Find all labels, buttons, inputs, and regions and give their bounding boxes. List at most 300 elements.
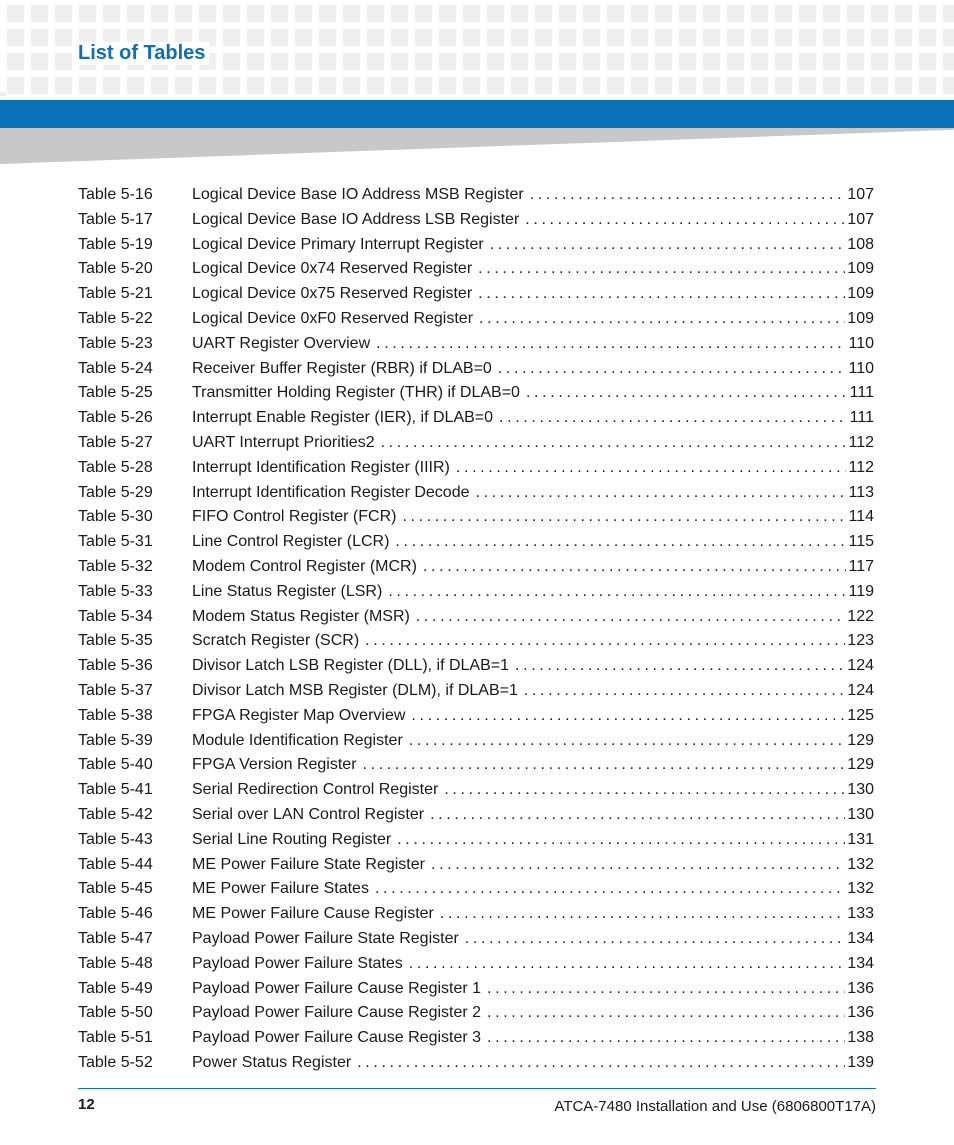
grid-block (823, 77, 840, 94)
dot-leader (478, 257, 845, 282)
grid-block (487, 29, 504, 46)
toc-entry-page[interactable]: 130 (847, 781, 874, 799)
toc-entry-page[interactable]: 111 (849, 409, 874, 427)
grid-block (583, 5, 600, 22)
grid-block (103, 5, 120, 22)
toc-entry-page[interactable]: 134 (847, 954, 874, 972)
grid-block (343, 77, 360, 94)
grid-block (607, 77, 624, 94)
toc-entry[interactable] (78, 332, 874, 357)
toc-entry-number: Table 5-45 (78, 880, 153, 898)
toc-entry-title[interactable]: Payload Power Failure Cause Register 1 (192, 979, 482, 997)
grid-block (439, 29, 456, 46)
toc-entry[interactable] (78, 753, 874, 778)
grid-block (343, 5, 360, 22)
toc-entry-number: Table 5-47 (78, 929, 153, 947)
toc-entry-number: Table 5-52 (78, 1053, 153, 1071)
grid-block (559, 53, 576, 70)
grid-block (199, 77, 216, 94)
grid-block (391, 53, 408, 70)
dot-leader (409, 729, 846, 754)
toc-entry-number: Table 5-16 (78, 186, 153, 203)
grid-block (175, 77, 192, 94)
toc-entry-number: Table 5-44 (78, 855, 153, 873)
toc-entry-page[interactable]: 122 (847, 607, 874, 625)
toc-entry-title[interactable]: FPGA Register Map Overview (192, 706, 406, 724)
toc-entry[interactable] (78, 1026, 874, 1051)
toc-entry-title[interactable]: Interrupt Enable Register (IER), if DLAB=0 (192, 409, 494, 427)
toc-entry-title[interactable]: Scratch Register (SCR) (192, 632, 360, 650)
toc-entry-number: Table 5-39 (78, 731, 153, 749)
grid-block (31, 77, 48, 94)
toc-entry-number: Table 5-46 (78, 905, 153, 923)
grid-block (895, 53, 912, 70)
grid-block (919, 5, 936, 22)
toc-entry[interactable] (78, 481, 874, 506)
toc-entry[interactable] (78, 828, 874, 853)
toc-entry-title[interactable]: Serial over LAN Control Register (192, 805, 425, 823)
grid-block (79, 77, 96, 94)
toc-entry-number: Table 5-28 (78, 458, 153, 476)
grid-block (415, 53, 432, 70)
grid-block (679, 5, 696, 22)
footer-divider (78, 1088, 876, 1089)
grid-block (871, 77, 888, 94)
dot-leader (423, 555, 847, 580)
grid-block (103, 77, 120, 94)
grid-block (583, 77, 600, 94)
toc-entry[interactable] (78, 853, 874, 878)
toc-entry-title[interactable]: Payload Power Failure Cause Register 3 (192, 1029, 482, 1047)
grid-block (943, 53, 954, 70)
header-blue-band (0, 100, 954, 128)
toc-entry-title[interactable]: UART Interrupt Priorities2 (192, 433, 375, 451)
toc-entry-number: Table 5-50 (78, 1004, 153, 1022)
toc-entry-number: Table 5-31 (78, 533, 153, 551)
grid-block (895, 77, 912, 94)
toc-entry-number: Table 5-23 (78, 334, 153, 352)
toc-entry-title[interactable]: FPGA Version Register (192, 756, 357, 774)
grid-block (391, 77, 408, 94)
toc-entry[interactable] (78, 605, 874, 630)
toc-entry-page[interactable]: 113 (848, 483, 874, 501)
grid-block (151, 5, 168, 22)
grid-block (223, 77, 240, 94)
toc-entry-page[interactable]: 134 (847, 929, 874, 947)
grid-block (175, 5, 192, 22)
dot-leader (456, 456, 847, 481)
grid-block (439, 77, 456, 94)
toc-entry-title[interactable]: Modem Status Register (MSR) (192, 607, 410, 625)
toc-entry[interactable] (78, 233, 874, 258)
grid-block (727, 29, 744, 46)
grid-block (727, 5, 744, 22)
grid-block (319, 53, 336, 70)
toc-entry[interactable] (78, 977, 874, 1002)
grid-block (7, 5, 24, 22)
toc-entry[interactable] (78, 1051, 874, 1076)
grid-block (511, 29, 528, 46)
grid-block (367, 29, 384, 46)
grid-block (31, 53, 48, 70)
toc-entry[interactable] (78, 704, 874, 729)
dot-leader (475, 481, 846, 506)
dot-leader (487, 1026, 845, 1051)
toc-entry[interactable] (78, 282, 874, 307)
toc-entry-title[interactable]: Power Status Register (192, 1053, 352, 1071)
dot-leader (395, 530, 846, 555)
toc-entry-page[interactable]: 111 (849, 384, 874, 402)
dot-leader (365, 629, 845, 654)
toc-entry-number: Table 5-17 (78, 210, 153, 228)
toc-entry[interactable] (78, 381, 874, 406)
toc-entry-title[interactable]: Interrupt Identification Register Decode (192, 483, 470, 501)
grid-block (55, 5, 72, 22)
toc-entry[interactable] (78, 729, 874, 754)
toc-entry-page[interactable]: 139 (847, 1053, 874, 1071)
toc-entry[interactable] (78, 183, 874, 208)
toc-entry[interactable] (78, 530, 874, 555)
toc-entry-page[interactable]: 109 (847, 285, 874, 303)
grid-block (943, 77, 954, 94)
toc-entry-number: Table 5-20 (78, 260, 153, 278)
grid-block (319, 29, 336, 46)
toc-entry-number: Table 5-26 (78, 409, 153, 427)
toc-entry-title[interactable]: Interrupt Identification Register (IIIR) (192, 458, 450, 476)
grid-block (943, 5, 954, 22)
grid-block (151, 77, 168, 94)
toc-entry-page[interactable]: 124 (847, 657, 874, 675)
grid-block (703, 77, 720, 94)
grid-block (535, 53, 552, 70)
dot-leader (444, 778, 845, 803)
toc-entry-number: Table 5-34 (78, 607, 153, 625)
toc-entry-page[interactable]: 129 (847, 756, 874, 774)
grid-block (415, 77, 432, 94)
toc-entry-page[interactable]: 107 (847, 186, 874, 203)
grid-block (223, 53, 240, 70)
grid-block (247, 53, 264, 70)
grid-block (535, 29, 552, 46)
grid-block (511, 5, 528, 22)
grid-block (439, 5, 456, 22)
grid-block (31, 29, 48, 46)
grid-block (871, 53, 888, 70)
grid-block (679, 29, 696, 46)
toc-entry[interactable] (78, 877, 874, 902)
toc-entry-title[interactable]: Divisor Latch LSB Register (DLL), if DLAB=1 (192, 657, 510, 675)
grid-block (535, 77, 552, 94)
toc-entry-title[interactable]: Logical Device Base IO Address LSB Register (192, 210, 520, 228)
dot-leader (381, 431, 847, 456)
toc-entry-number: Table 5-36 (78, 657, 153, 675)
dot-leader (440, 902, 845, 927)
toc-entry-title[interactable]: Serial Line Routing Register (192, 830, 392, 848)
toc-entry-page[interactable]: 123 (847, 632, 874, 650)
toc-entry-title[interactable]: Line Status Register (LSR) (192, 582, 383, 600)
toc-entry-title[interactable]: Logical Device 0x74 Reserved Register (192, 260, 473, 278)
dot-leader (490, 233, 846, 258)
grid-block (127, 77, 144, 94)
toc-entry-title[interactable]: ME Power Failure State Register (192, 855, 425, 873)
toc-entry-title[interactable]: Module Identification Register (192, 731, 403, 749)
grid-block (367, 53, 384, 70)
page-number: 12 (78, 1096, 95, 1113)
grid-block (751, 29, 768, 46)
toc-entry-title[interactable]: ME Power Failure States (192, 880, 369, 898)
grid-block (775, 5, 792, 22)
toc-entry-page[interactable]: 112 (848, 433, 874, 451)
grid-block (319, 5, 336, 22)
grid-block (919, 53, 936, 70)
grid-block (391, 5, 408, 22)
toc-entry-title[interactable]: Modem Control Register (MCR) (192, 557, 417, 575)
grid-block (463, 77, 480, 94)
grid-block (55, 29, 72, 46)
grid-block (295, 29, 312, 46)
toc-entry-number: Table 5-21 (78, 285, 153, 303)
grid-block (247, 29, 264, 46)
toc-entry[interactable] (78, 456, 874, 481)
grid-block (871, 29, 888, 46)
dot-leader (478, 282, 845, 307)
toc-entry[interactable] (78, 902, 874, 927)
list-of-tables (78, 183, 874, 1076)
grid-block (295, 53, 312, 70)
toc-entry-title[interactable]: Transmitter Holding Register (THR) if DLAB=0 (192, 384, 520, 402)
dot-leader (524, 679, 845, 704)
grid-block (439, 53, 456, 70)
toc-entry[interactable] (78, 257, 874, 282)
toc-entry[interactable] (78, 580, 874, 605)
toc-entry-page[interactable]: 110 (848, 334, 874, 352)
toc-entry-number: Table 5-42 (78, 805, 153, 823)
toc-entry-number: Table 5-37 (78, 681, 153, 699)
toc-entry-number: Table 5-38 (78, 706, 153, 724)
toc-entry-page[interactable]: 125 (847, 706, 874, 724)
grid-block (247, 5, 264, 22)
grid-block (463, 5, 480, 22)
dot-leader (526, 381, 848, 406)
grid-block (559, 77, 576, 94)
toc-entry-title[interactable]: Logical Device Primary Interrupt Register (192, 235, 484, 253)
toc-entry[interactable] (78, 952, 874, 977)
dot-leader (465, 927, 846, 952)
grid-block (823, 5, 840, 22)
toc-entry-page[interactable]: 112 (848, 458, 874, 476)
grid-block (751, 77, 768, 94)
toc-entry-page[interactable]: 136 (847, 1004, 874, 1022)
grid-block (391, 29, 408, 46)
toc-entry-number: Table 5-41 (78, 781, 153, 799)
grid-block (631, 5, 648, 22)
grid-block (367, 5, 384, 22)
toc-entry[interactable] (78, 505, 874, 530)
page-title: List of Tables (78, 42, 209, 65)
dot-leader (515, 654, 845, 679)
toc-entry-number: Table 5-40 (78, 756, 153, 774)
grid-block (223, 5, 240, 22)
toc-entry[interactable] (78, 629, 874, 654)
dot-leader (416, 605, 845, 630)
toc-entry-title[interactable]: Payload Power Failure State Register (192, 929, 459, 947)
grid-block (607, 29, 624, 46)
toc-entry-title[interactable]: Payload Power Failure States (192, 954, 403, 972)
dot-leader (525, 208, 845, 233)
grid-block (559, 5, 576, 22)
dot-leader (376, 332, 846, 357)
grid-block (703, 5, 720, 22)
dot-leader (363, 753, 846, 778)
toc-entry-number: Table 5-30 (78, 508, 153, 526)
grid-block (631, 77, 648, 94)
toc-entry-title[interactable]: Payload Power Failure Cause Register 2 (192, 1004, 482, 1022)
toc-entry[interactable] (78, 555, 874, 580)
grid-block (871, 5, 888, 22)
toc-entry-number: Table 5-32 (78, 557, 153, 575)
grid-block (919, 29, 936, 46)
toc-entry-number: Table 5-43 (78, 830, 153, 848)
dot-leader (409, 952, 846, 977)
grid-block (655, 77, 672, 94)
toc-entry-page[interactable]: 114 (848, 508, 874, 526)
toc-entry-number: Table 5-48 (78, 954, 153, 972)
grid-block (199, 5, 216, 22)
toc-entry-number: Table 5-49 (78, 979, 153, 997)
grid-block (727, 53, 744, 70)
grid-block (487, 53, 504, 70)
toc-entry-title[interactable]: ME Power Failure Cause Register (192, 905, 434, 923)
grid-block (799, 29, 816, 46)
grid-block (655, 5, 672, 22)
grid-block (343, 53, 360, 70)
dot-leader (402, 505, 846, 530)
document-title: ATCA-7480 Installation and Use (6806800T17A) (554, 1098, 876, 1115)
toc-entry-title[interactable]: Logical Device Base IO Address MSB Register (192, 186, 524, 203)
toc-entry[interactable] (78, 803, 874, 828)
grid-block (775, 77, 792, 94)
grid-block (7, 29, 24, 46)
toc-entry-page[interactable]: 136 (847, 979, 874, 997)
toc-entry-page[interactable]: 110 (848, 359, 874, 377)
grid-block (631, 29, 648, 46)
grid-block (127, 5, 144, 22)
toc-entry-page[interactable]: 109 (847, 309, 874, 327)
grid-block (847, 77, 864, 94)
grid-block (271, 53, 288, 70)
dot-leader (487, 977, 845, 1002)
grid-block (583, 53, 600, 70)
dot-leader (499, 406, 848, 431)
toc-entry-title[interactable]: Divisor Latch MSB Register (DLM), if DLAB=1 (192, 681, 518, 699)
toc-entry[interactable] (78, 357, 874, 382)
toc-entry-page[interactable]: 107 (847, 210, 874, 228)
grid-block (535, 5, 552, 22)
toc-entry-page[interactable]: 138 (847, 1029, 874, 1047)
grid-block (799, 77, 816, 94)
toc-entry[interactable] (78, 431, 874, 456)
toc-entry[interactable] (78, 778, 874, 803)
toc-entry-page[interactable]: 131 (847, 830, 874, 848)
dot-leader (430, 803, 845, 828)
grid-block (607, 5, 624, 22)
toc-entry-page[interactable]: 130 (847, 805, 874, 823)
toc-entry[interactable] (78, 654, 874, 679)
toc-entry[interactable] (78, 307, 874, 332)
toc-entry-title[interactable]: FIFO Control Register (FCR) (192, 508, 397, 526)
toc-entry-page[interactable]: 108 (847, 235, 874, 253)
grid-block (271, 5, 288, 22)
toc-entry-number: Table 5-25 (78, 384, 153, 402)
toc-entry-page[interactable]: 132 (847, 880, 874, 898)
dot-leader (530, 183, 846, 208)
grid-block (775, 29, 792, 46)
grid-block (631, 53, 648, 70)
dot-leader (397, 828, 845, 853)
toc-entry-page[interactable]: 129 (847, 731, 874, 749)
grid-block (559, 29, 576, 46)
toc-entry-title[interactable]: Receiver Buffer Register (RBR) if DLAB=0 (192, 359, 492, 377)
grid-block (799, 53, 816, 70)
toc-entry-page[interactable]: 115 (848, 533, 874, 551)
toc-entry[interactable] (78, 1001, 874, 1026)
grid-block (727, 77, 744, 94)
grid-block (463, 29, 480, 46)
toc-entry[interactable] (78, 679, 874, 704)
grid-block (583, 29, 600, 46)
grid-block (895, 29, 912, 46)
toc-entry-page[interactable]: 124 (847, 681, 874, 699)
dot-leader (479, 307, 845, 332)
grid-block (319, 77, 336, 94)
toc-entry-number: Table 5-19 (78, 235, 153, 253)
toc-entry-number: Table 5-35 (78, 632, 153, 650)
dot-leader (388, 580, 846, 605)
toc-entry[interactable] (78, 927, 874, 952)
toc-entry-number: Table 5-51 (78, 1029, 153, 1047)
grid-block (823, 29, 840, 46)
toc-entry[interactable] (78, 406, 874, 431)
toc-entry-page[interactable]: 132 (847, 855, 874, 873)
toc-entry-title[interactable]: UART Register Overview (192, 334, 371, 352)
dot-leader (411, 704, 845, 729)
toc-entry-page[interactable]: 117 (848, 557, 874, 575)
grid-block (295, 5, 312, 22)
grid-block (775, 53, 792, 70)
grid-block (79, 5, 96, 22)
grid-block (751, 53, 768, 70)
toc-entry[interactable] (78, 208, 874, 233)
toc-entry-page[interactable]: 109 (847, 260, 874, 278)
grid-block (511, 77, 528, 94)
grid-block (271, 77, 288, 94)
grid-block (943, 29, 954, 46)
toc-entry-number: Table 5-33 (78, 582, 153, 600)
toc-entry-page[interactable]: 119 (848, 582, 874, 600)
toc-entry-title[interactable]: Line Control Register (LCR) (192, 533, 390, 551)
grid-block (655, 53, 672, 70)
dot-leader (498, 357, 847, 382)
toc-entry-title[interactable]: Serial Redirection Control Register (192, 781, 439, 799)
grid-block (823, 53, 840, 70)
grid-block (511, 53, 528, 70)
toc-entry-title[interactable]: Logical Device 0xF0 Reserved Register (192, 309, 474, 327)
toc-entry-page[interactable]: 133 (847, 905, 874, 923)
grid-block (31, 5, 48, 22)
toc-entry-title[interactable]: Logical Device 0x75 Reserved Register (192, 285, 473, 303)
grid-block (919, 77, 936, 94)
grid-block (223, 29, 240, 46)
